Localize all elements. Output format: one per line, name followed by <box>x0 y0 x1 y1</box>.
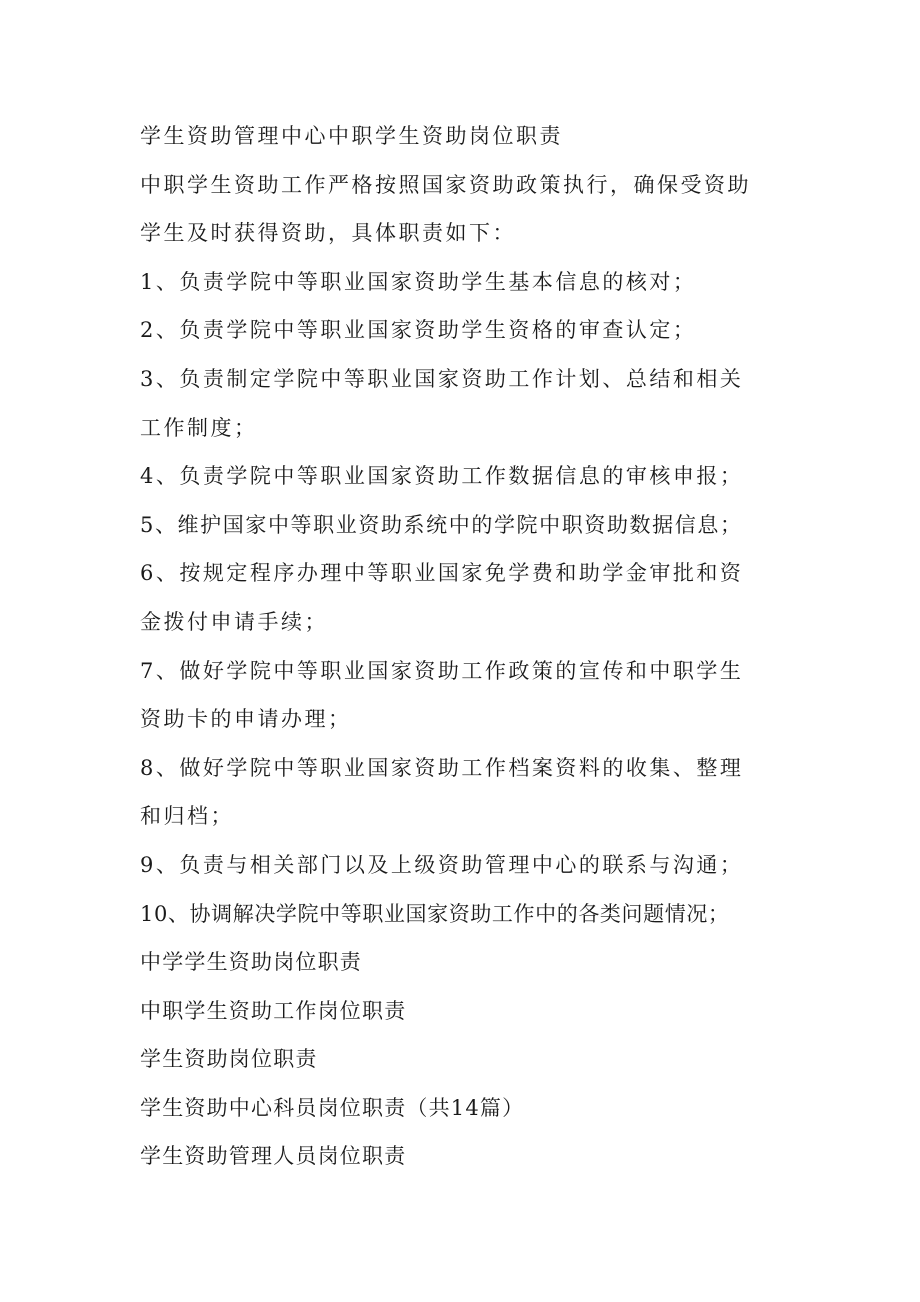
duty-line: 3、负责制定学院中等职业国家资助工作计划、总结和相关 <box>140 366 744 391</box>
related-link[interactable]: 中学学生资助岗位职责 <box>140 950 362 975</box>
related-link[interactable]: 学生资助管理人员岗位职责 <box>140 1144 407 1169</box>
related-link[interactable]: 学生资助岗位职责 <box>140 1047 318 1072</box>
duty-line: 和归档； <box>140 804 234 829</box>
related-link[interactable]: 学生资助中心科员岗位职责（共14篇） <box>140 1095 525 1120</box>
duty-line: 10、协调解决学院中等职业国家资助工作中的各类问题情况； <box>140 901 730 926</box>
document-body <box>140 112 800 1181</box>
intro-line: 学生及时获得资助，具体职责如下： <box>140 221 516 246</box>
duty-line: 5、维护国家中等职业资助系统中的学院中职资助数据信息； <box>140 512 743 537</box>
duty-line: 9、负责与相关部门以及上级资助管理中心的联系与沟通； <box>140 852 744 877</box>
duty-line: 2、负责学院中等职业国家资助学生资格的审查认定； <box>140 318 697 343</box>
duty-line: 7、做好学院中等职业国家资助工作政策的宣传和中职学生 <box>140 658 744 683</box>
document-title: 学生资助管理中心中职学生资助岗位职责 <box>140 124 563 148</box>
duty-line: 资助卡的申请办理； <box>140 707 352 732</box>
duty-line: 1、负责学院中等职业国家资助学生基本信息的核对； <box>140 269 697 294</box>
related-link[interactable]: 中职学生资助工作岗位职责 <box>140 998 407 1023</box>
duty-line: 金拨付申请手续； <box>140 609 328 634</box>
duty-line: 8、做好学院中等职业国家资助工作档案资料的收集、整理 <box>140 755 744 780</box>
duty-line: 工作制度； <box>140 415 258 440</box>
duty-line: 6、按规定程序办理中等职业国家免学费和助学金审批和资 <box>140 561 744 586</box>
duty-line: 4、负责学院中等职业国家资助工作数据信息的审核申报； <box>140 464 744 489</box>
intro-line: 中职学生资助工作严格按照国家资助政策执行，确保受资助 <box>140 172 751 197</box>
